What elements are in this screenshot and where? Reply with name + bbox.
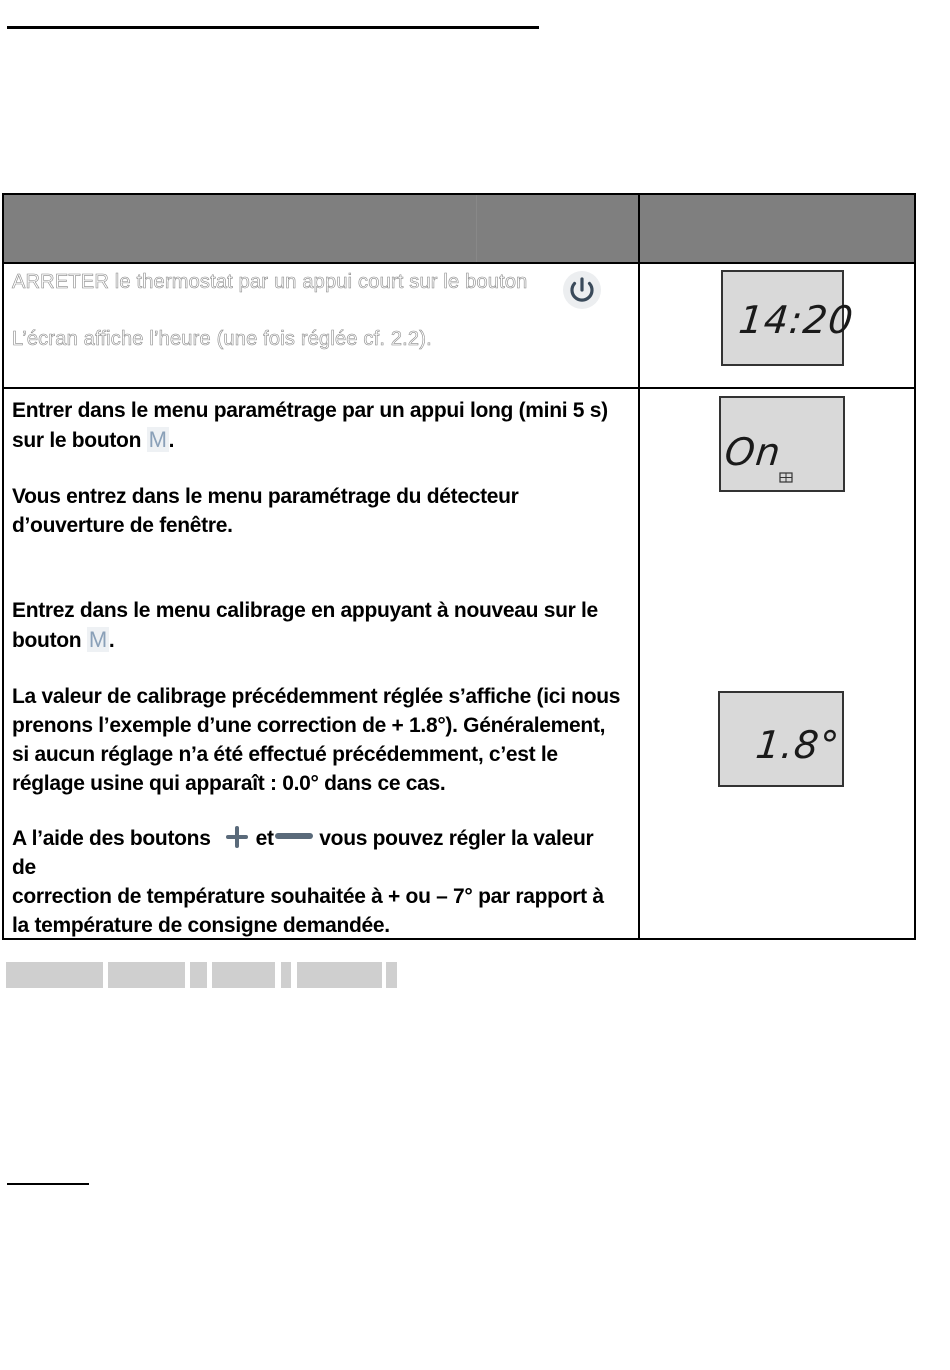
- p5-line3: la température de consigne demandée.: [12, 914, 390, 937]
- row2-paragraph-5: [12, 824, 622, 940]
- row2-paragraph-3: [12, 596, 622, 655]
- p1-line2: [12, 425, 622, 455]
- redacted-block-6: [297, 962, 382, 988]
- m-button-icon: M: [148, 427, 167, 452]
- top-rule: [7, 26, 539, 29]
- row1-line1: ARRETER le thermostat par un appui court sur le bouton: [12, 271, 528, 293]
- table-header: [4, 195, 914, 264]
- p4-line4: réglage usine qui apparaît : 0.0° dans ce cas.: [12, 772, 446, 795]
- p1-end: .: [168, 429, 175, 452]
- lcd-window-value: On: [722, 430, 784, 474]
- lcd-calibration-value: 1.8°: [753, 723, 842, 767]
- lcd-calibration-display: [718, 691, 844, 787]
- p3-line1: Entrez dans le menu calibrage en appuyant à nouveau sur le: [12, 599, 598, 622]
- p4-line2: prenons l’exemple d’une correction de + 1.8°). Généralement,: [12, 714, 606, 737]
- p4-line3: si aucun réglage n’a été effectué précédemment, c’est le: [12, 743, 558, 766]
- p1-text: sur le bouton: [12, 429, 142, 452]
- p3-text: bouton: [12, 629, 82, 652]
- header-separator: [476, 195, 477, 262]
- row1-line2: L’écran affiche l’heure (une fois réglée cf. 2.2).: [12, 328, 432, 350]
- column-divider: [638, 195, 640, 938]
- p2-line1: Vous entrez dans le menu paramétrage du détecteur: [12, 485, 519, 508]
- p5-et: et: [255, 827, 274, 850]
- p5-text-a: A l’aide des boutons: [12, 827, 211, 850]
- redacted-block-7: [386, 962, 397, 988]
- lcd-time-display: [721, 270, 856, 366]
- row2-paragraph-4: [12, 682, 622, 798]
- p4-line1: La valeur de calibrage précédemment réglée s’affiche (ici nous: [12, 685, 621, 708]
- redacted-block-2: [108, 962, 185, 988]
- p3-line2: [12, 625, 622, 655]
- row-divider: [4, 387, 914, 389]
- row2-paragraph-1: [12, 396, 622, 455]
- redacted-block-4: [212, 962, 275, 988]
- p2-line2: d’ouverture de fenêtre.: [12, 514, 233, 537]
- redacted-block-5: [281, 962, 291, 988]
- p5-line2: correction de température souhaitée à + ou – 7° par rapport à: [12, 885, 604, 908]
- power-icon: [562, 270, 602, 310]
- window-icon: [779, 472, 793, 483]
- plus-icon: [224, 826, 250, 848]
- p1-line1: Entrer dans le menu paramétrage par un appui long (mini 5 s): [12, 399, 608, 422]
- p5-line1: [12, 824, 622, 882]
- minus-icon: [274, 829, 314, 843]
- row2-paragraph-2: [12, 482, 622, 540]
- lcd-time-value: 14:20: [736, 298, 856, 342]
- p3-end: .: [108, 629, 115, 652]
- p5-text-b: vous pouvez régler la valeur de: [12, 827, 594, 879]
- m-button-icon: M: [88, 627, 107, 652]
- footnote-rule: [7, 1183, 89, 1185]
- redacted-block-1: [6, 962, 103, 988]
- lcd-window-detector-display: [719, 396, 845, 492]
- redacted-block-3: [190, 962, 207, 988]
